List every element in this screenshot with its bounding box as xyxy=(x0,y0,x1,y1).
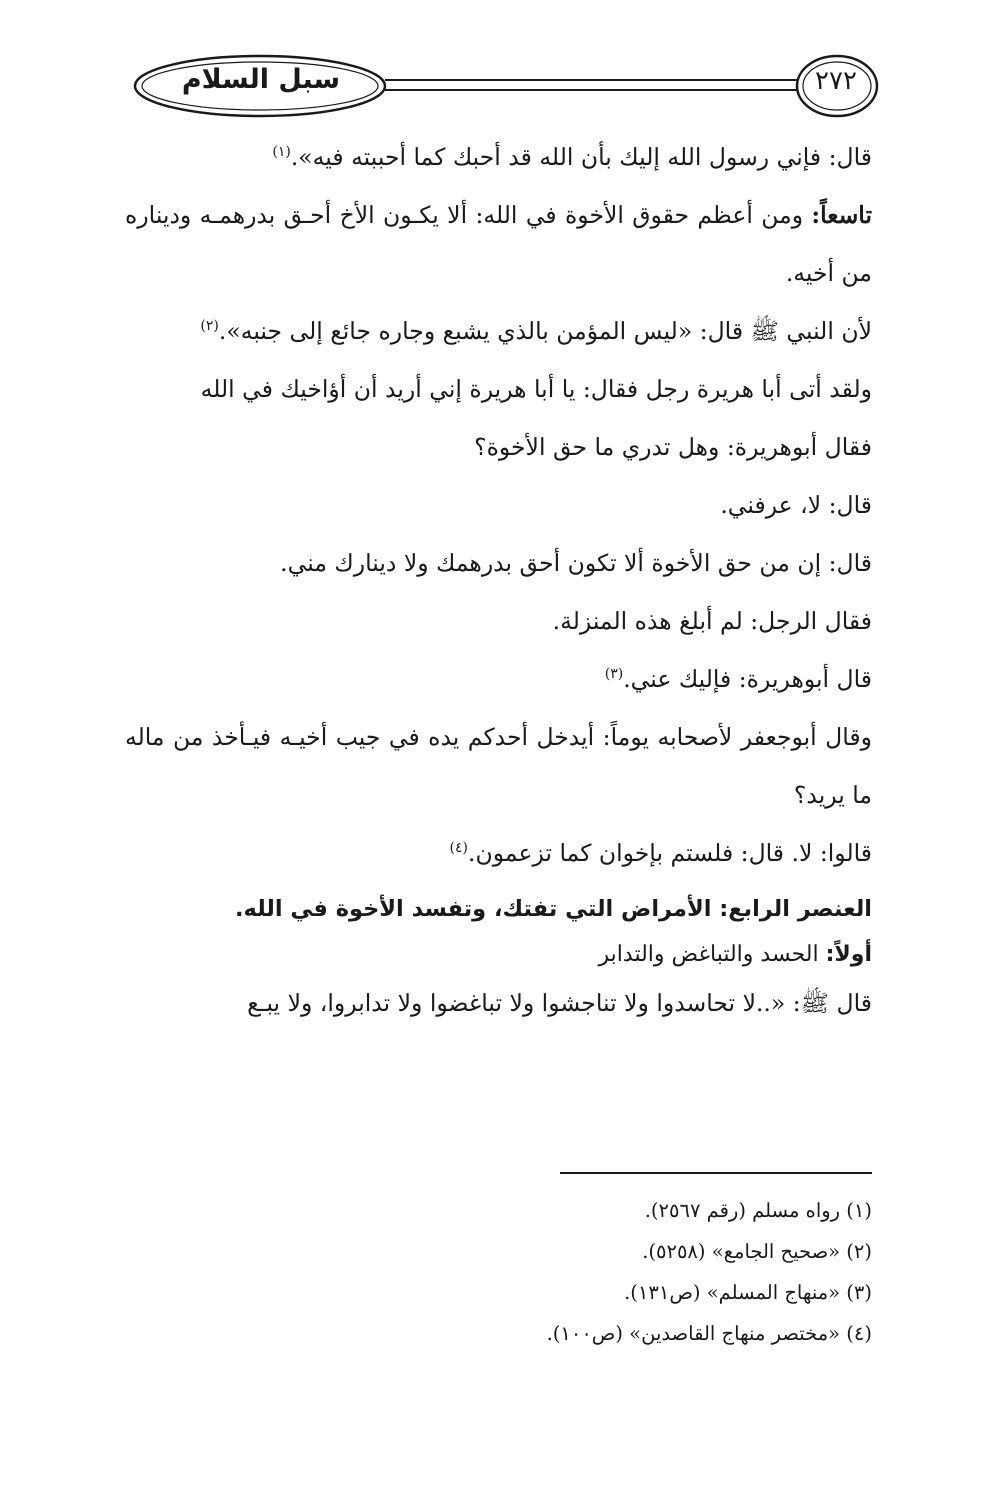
paragraph: لأن النبي ﷺ قال: «ليس المؤمن بالذي يشبع وجاره جائع إلى جنبه».$^{(٢)}$ xyxy=(200,317,872,345)
paragraph: ولقد أتى أبا هريرة رجل فقال: يا أبا هريرة إني أريد أن أؤاخيك في الله xyxy=(200,375,872,403)
paragraph: فقال أبوهريرة: وهل تدري ما حق الأخوة؟ xyxy=(474,433,872,461)
paragraph: قال: إن من حق الأخوة ألا تكون أحق بدرهمك ولا دينارك مني. xyxy=(280,549,872,577)
running-title: سبل السلام xyxy=(181,64,341,95)
point-label: أولاً: xyxy=(825,942,872,967)
paragraph: قالوا: لا. قال: فلستم بإخوان كما تزعمون.$^{(٤)}$ xyxy=(449,839,872,867)
main-text xyxy=(125,128,872,1032)
paragraph: فقال الرجل: لم أبلغ هذه المنزلة. xyxy=(552,607,872,635)
paragraph: قال أبوهريرة: فإليك عني.$^{(٣)}$ xyxy=(604,665,872,693)
subheading: أولاً: الحسد والتباغض والتدابر xyxy=(598,942,872,967)
footnote: (٢) «صحيح الجامع» (٥٢٥٨). xyxy=(642,1240,872,1263)
paragraph: قال: لا، عرفني. xyxy=(720,491,872,519)
footnotes xyxy=(380,1190,872,1354)
footnote: (٤) «مختصر منهاج القاصدين» (ص١٠٠). xyxy=(546,1322,872,1345)
paragraph: قال: فإني رسول الله إليك بأن الله قد أحبك كما أحببته فيه».$^{(١)}$ xyxy=(272,143,872,171)
footnote-divider xyxy=(560,1172,872,1174)
footnote-ref: (١) xyxy=(272,144,291,161)
page-number: ٢٧٢ xyxy=(815,66,857,96)
paragraph: وقال أبوجعفر لأصحابه يوماً: أيدخل أحدكم يده في جيب أخيـه فيـأخذ من ماله ما يريد؟ xyxy=(125,723,872,809)
paragraph: تاسعاً: ومن أعظم حقوق الأخوة في الله: ألا يكـون الأخ أحـق بدرهمـه وديناره من أخيه. xyxy=(125,201,872,287)
section-heading: العنصر الرابع: الأمراض التي تفتك، وتفسد الأخوة في الله. xyxy=(235,896,872,922)
footnote: (١) رواه مسلم (رقم ٢٥٦٧). xyxy=(644,1199,872,1222)
footnote-ref: (٣) xyxy=(604,666,624,683)
page-header xyxy=(130,50,880,130)
paragraph: قال ﷺ: «..لا تحاسدوا ولا تناجشوا ولا تباغضوا ولا تدابروا، ولا يبـع xyxy=(247,989,872,1017)
point-label: تاسعاً: xyxy=(811,201,872,229)
footnote-ref: (٢) xyxy=(200,318,219,335)
footnote-ref: (٤) xyxy=(449,840,468,857)
footnote: (٣) «منهاج المسلم» (ص١٣١). xyxy=(624,1281,872,1304)
